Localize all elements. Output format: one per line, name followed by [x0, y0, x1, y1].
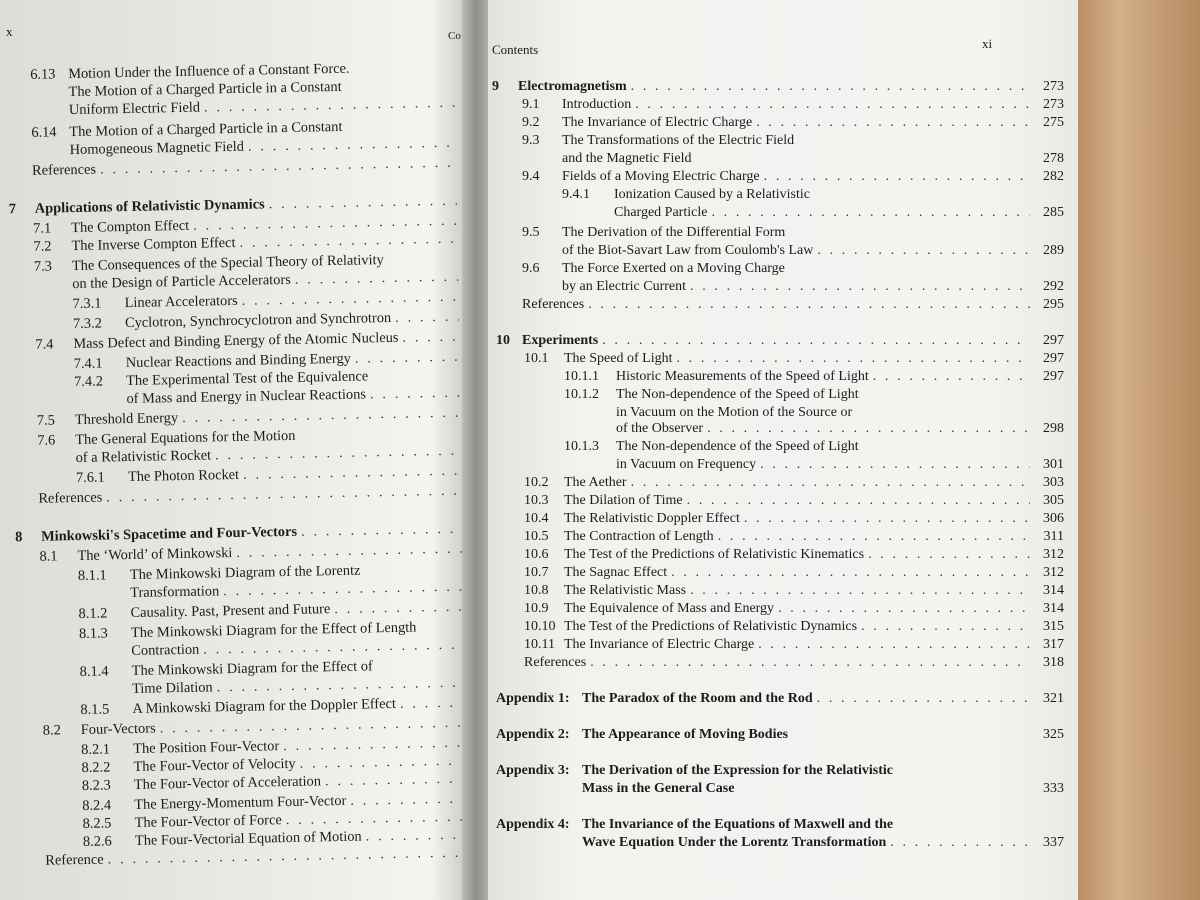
- toc-entry: 7.6 The General Equations for the Motion: [37, 427, 296, 449]
- toc-chapter-7: 7 Applications of Relativistic Dynamics . . .: [9, 192, 461, 219]
- toc-entry: 10.5 The Contraction of Length . . . 311: [524, 528, 1064, 546]
- toc-entry: 7.6.1 The Photon Rocket . . .: [76, 462, 466, 487]
- toc-entry: 8.2.4 The Energy-Momentum Four-Vector . . .: [82, 789, 468, 814]
- toc-entry: 10.7 The Sagnac Effect . . . 312: [524, 564, 1064, 582]
- toc-entry: 9.4.1 Ionization Caused by a Relativistic: [562, 187, 810, 202]
- left-toc-list: [0, 0, 468, 900]
- toc-appendix-3: Appendix 3: The Derivation of the Expression for the Relativistic: [496, 763, 893, 778]
- toc-entry: 7.1 The Compton Effect . . .: [33, 212, 461, 238]
- toc-entry: 8.2.3 The Four-Vector of Acceleration . . .: [82, 769, 468, 794]
- toc-entry-continued: Transformation . . .: [130, 578, 468, 602]
- toc-entry: 9.3 The Transformations of the Electric Field: [522, 133, 795, 148]
- toc-entry: 10.10 The Test of the Predictions of Relativistic Dynamics . . . 315: [524, 618, 1064, 636]
- toc-entry: 10.4 The Relativistic Doppler Effect . . . 306: [524, 510, 1064, 528]
- toc-entry-continued: The Motion of a Charged Particle in a Constant: [68, 78, 342, 101]
- toc-appendix-1: Appendix 1: The Paradox of the Room and the Rod . . . 321: [496, 690, 1064, 708]
- toc-entry: 7.2 The Inverse Compton Effect . . .: [33, 230, 461, 256]
- toc-entry: 8.2.6 The Four-Vectorial Equation of Motion . . .: [83, 825, 468, 850]
- toc-entry-continued: of a Relativistic Rocket . . .: [75, 442, 465, 467]
- toc-entry-continued: in Vacuum on the Motion of the Source or: [616, 405, 853, 420]
- toc-entry: 7.3.2 Cyclotron, Synchrocyclotron and Synchrotron . . .: [73, 308, 463, 333]
- toc-references: References . . .: [38, 482, 466, 508]
- toc-entry: [31, 118, 343, 141]
- toc-appendix-2: Appendix 2: The Appearance of Moving Bodies 325: [496, 727, 1064, 742]
- toc-title: Motion Under the Influence of a Constant Force.: [68, 60, 350, 83]
- toc-entry: 8.1.5 A Minkowski Diagram for the Doppler Effect . . .: [80, 694, 468, 719]
- toc-entry-continued: by an Electric Current . . . 292: [562, 278, 1064, 296]
- toc-references: Reference . . .: [45, 843, 468, 869]
- running-head: Contents: [492, 42, 539, 57]
- toc-references: References . . . 295: [522, 296, 1064, 314]
- toc-entry: 8.2.1 The Position Four-Vector . . .: [81, 733, 468, 758]
- toc-entry: 9.5 The Derivation of the Differential Form: [522, 225, 786, 240]
- toc-entry: 8.2.2 The Four-Vector of Velocity . . .: [81, 751, 468, 776]
- toc-entry: 10.1.3 The Non-dependence of the Speed of Light: [564, 439, 859, 454]
- toc-entry-continued: of the Observer . . . 298: [616, 420, 1064, 438]
- toc-entry: 8.1.3 The Minkowski Diagram for the Effect of Length: [78, 619, 417, 643]
- right-page: [488, 0, 1078, 900]
- toc-entry: 8.1.2 Causality. Past, Present and Future . . .: [78, 598, 468, 623]
- toc-entry: 9.6 The Force Exerted on a Moving Charge: [522, 261, 785, 276]
- toc-entry: 8.2 Four-Vectors . . .: [43, 714, 468, 740]
- toc-number: 6.13: [30, 66, 56, 83]
- toc-entry: 7.4.2 The Experimental Test of the Equivalence: [74, 368, 369, 391]
- toc-entry: 10.1 The Speed of Light . . . 297: [524, 350, 1064, 368]
- toc-appendix-4: Appendix 4: The Invariance of the Equations of Maxwell and the: [496, 817, 894, 832]
- toc-entry-continued: of Mass and Energy in Nuclear Reactions . . .: [126, 384, 464, 408]
- toc-entry-continued: on the Design of Particle Accelerators . . .: [72, 268, 462, 293]
- toc-entry-continued: of the Biot-Savart Law from Coulomb's Law . . . 289: [562, 242, 1064, 260]
- wooden-table-background: [1075, 0, 1200, 900]
- toc-entry-continued: and the Magnetic Field 278: [562, 151, 1064, 166]
- left-running-head-fragment: Co: [448, 30, 461, 42]
- toc-entry: 8.1 The ‘World’ of Minkowski . . .: [39, 540, 467, 566]
- toc-entry: 9.2 The Invariance of Electric Charge . . . 275: [522, 114, 1064, 132]
- toc-entry: 7.4 Mass Defect and Binding Energy of the Atomic Nucleus . . .: [35, 328, 463, 354]
- toc-entry: 10.6 The Test of the Predictions of Relativistic Kinematics . . . 312: [524, 546, 1064, 564]
- toc-references: References . . .: [32, 154, 460, 180]
- toc-entry: 7.4.1 Nuclear Reactions and Binding Energy . . .: [74, 348, 464, 373]
- toc-entry-continued: Mass in the General Case 333: [582, 781, 1064, 796]
- toc-title: The Motion of a Charged Particle in a Constant: [69, 118, 343, 141]
- toc-entry: 10.3 The Dilation of Time . . . 305: [524, 492, 1064, 510]
- toc-chapter-10: 10 Experiments . . . 297: [496, 332, 1064, 350]
- toc-title: Homogeneous Magnetic Field: [69, 138, 245, 159]
- toc-entry-continued: Time Dilation . . .: [132, 674, 468, 698]
- toc-chapter-8: 8 Minkowski's Spacetime and Four-Vectors . . .: [15, 520, 467, 547]
- toc-entry-continued: Contraction . . .: [131, 636, 468, 660]
- left-page-folio: x: [6, 24, 13, 39]
- toc-entry: 7.5 Threshold Energy . . .: [37, 404, 465, 430]
- toc-entry: 9.4 Fields of a Moving Electric Charge . . . 282: [522, 168, 1064, 186]
- toc-entry: 10.11 The Invariance of Electric Charge . . . 317: [524, 636, 1064, 654]
- toc-chapter-9: 9 Electromagnetism . . . 273: [492, 78, 1064, 96]
- toc-entry: 10.1.1 Historic Measurements of the Speed of Light . . . 297: [564, 368, 1064, 386]
- toc-entry-continued: Charged Particle . . . 285: [614, 204, 1064, 222]
- toc-references: References . . . 318: [524, 654, 1064, 672]
- toc-title: Uniform Electric Field: [68, 99, 201, 119]
- toc-entry-continued: in Vacuum on Frequency . . . 301: [616, 456, 1064, 474]
- toc-entry-continued: Wave Equation Under the Lorentz Transformation . . . 337: [582, 834, 1064, 852]
- toc-entry: 10.2 The Aether . . . 303: [524, 474, 1064, 492]
- toc-entry: 7.3 The Consequences of the Special Theory of Relativity: [33, 252, 384, 275]
- toc-entry: 8.1.1 The Minkowski Diagram of the Lorentz: [77, 562, 361, 585]
- toc-entry: 9.1 Introduction . . . 273: [522, 96, 1064, 114]
- toc-entry: 10.8 The Relativistic Mass . . . 314: [524, 582, 1064, 600]
- toc-entry: 7.3.1 Linear Accelerators . . .: [72, 288, 462, 313]
- right-page-folio: xi: [982, 36, 993, 51]
- toc-entry: 10.9 The Equivalence of Mass and Energy . . . 314: [524, 600, 1064, 618]
- toc-entry: 8.1.4 The Minkowski Diagram for the Effect of: [79, 658, 373, 680]
- toc-entry: 10.1.2 The Non-dependence of the Speed of Light: [564, 387, 859, 402]
- toc-entry: 8.2.5 The Four-Vector of Force . . .: [82, 807, 468, 832]
- toc-number: 6.14: [31, 124, 57, 141]
- left-page: [0, 0, 468, 900]
